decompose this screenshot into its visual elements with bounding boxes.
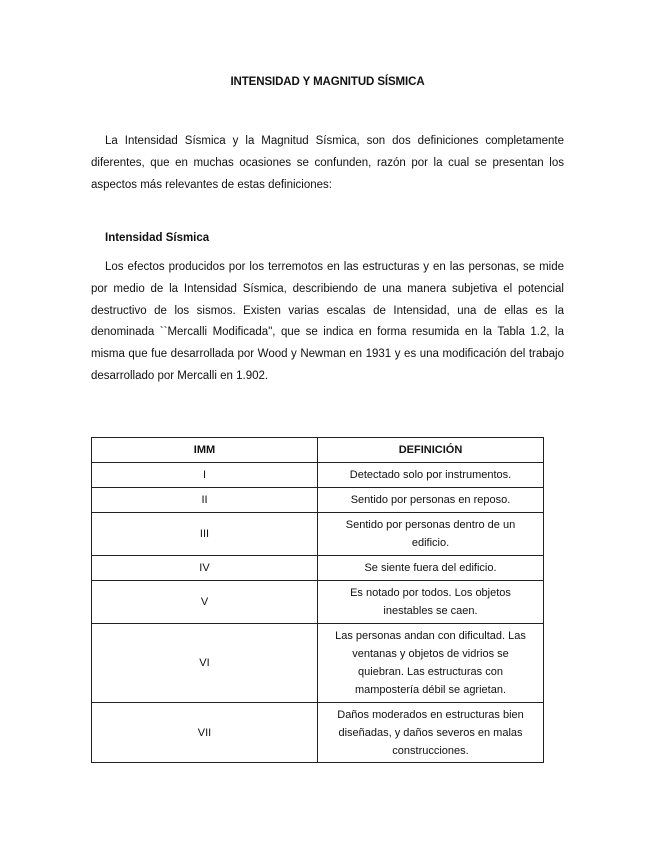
- table-row: [92, 581, 544, 624]
- table-row: [92, 513, 544, 556]
- imm-cell: I: [92, 463, 318, 488]
- definition-cell: Las personas andan con dificultad. Las ventanas y objetos de vidrios se quiebran. Las estructuras con mampostería débil se agrietan.: [318, 624, 544, 703]
- imm-cell: II: [92, 488, 318, 513]
- imm-cell: VI: [92, 624, 318, 703]
- imm-cell: IV: [92, 556, 318, 581]
- definition-cell: Se siente fuera del edificio.: [318, 556, 544, 581]
- section-paragraph: [91, 257, 564, 388]
- definition-cell: Sentido por personas dentro de un edificio.: [318, 513, 544, 556]
- header-definicion: DEFINICIÓN: [318, 438, 544, 463]
- table-row: [92, 463, 544, 488]
- table-row: [92, 556, 544, 581]
- imm-cell: V: [92, 581, 318, 624]
- table-row: [92, 703, 544, 763]
- table-header-row: [92, 438, 544, 463]
- definition-cell: Es notado por todos. Los objetos inestables se caen.: [318, 581, 544, 624]
- definition-cell: Detectado solo por instrumentos.: [318, 463, 544, 488]
- imm-cell: VII: [92, 703, 318, 763]
- section-text: Los efectos producidos por los terremotos en las estructuras y en las personas, se mide por medio de la Intensidad Sísmica, describiendo de una manera subjetiva el potencial destructivo de los sismos. Existen varias escalas de Intensidad, una de ellas es la denominada ``Mercalli Modificada", que se indica en forma resumida en la Tabla 1.2, la misma que fue desarrollada por Wood y Newman en 1931 y es una modificación del trabajo desarrollado por Mercalli en 1.902.: [91, 261, 564, 382]
- intro-text: La Intensidad Sísmica y la Magnitud Sísmica, son dos definiciones completamente diferentes, que en muchas ocasiones se confunden, razón por la cual se presentan los aspectos más relevantes de estas definiciones:: [91, 135, 564, 191]
- definition-cell: Sentido por personas en reposo.: [318, 488, 544, 513]
- definition-cell: Daños moderados en estructuras bien diseñadas, y daños severos en malas construcciones.: [318, 703, 544, 763]
- table-row: [92, 624, 544, 703]
- header-imm: IMM: [92, 438, 318, 463]
- page-title: INTENSIDAD Y MAGNITUD SÍSMICA: [230, 76, 425, 88]
- intro-paragraph: [91, 131, 564, 196]
- mercalli-table: [91, 437, 544, 763]
- table-row: [92, 488, 544, 513]
- imm-cell: III: [92, 513, 318, 556]
- section-heading: Intensidad Sísmica: [105, 232, 210, 244]
